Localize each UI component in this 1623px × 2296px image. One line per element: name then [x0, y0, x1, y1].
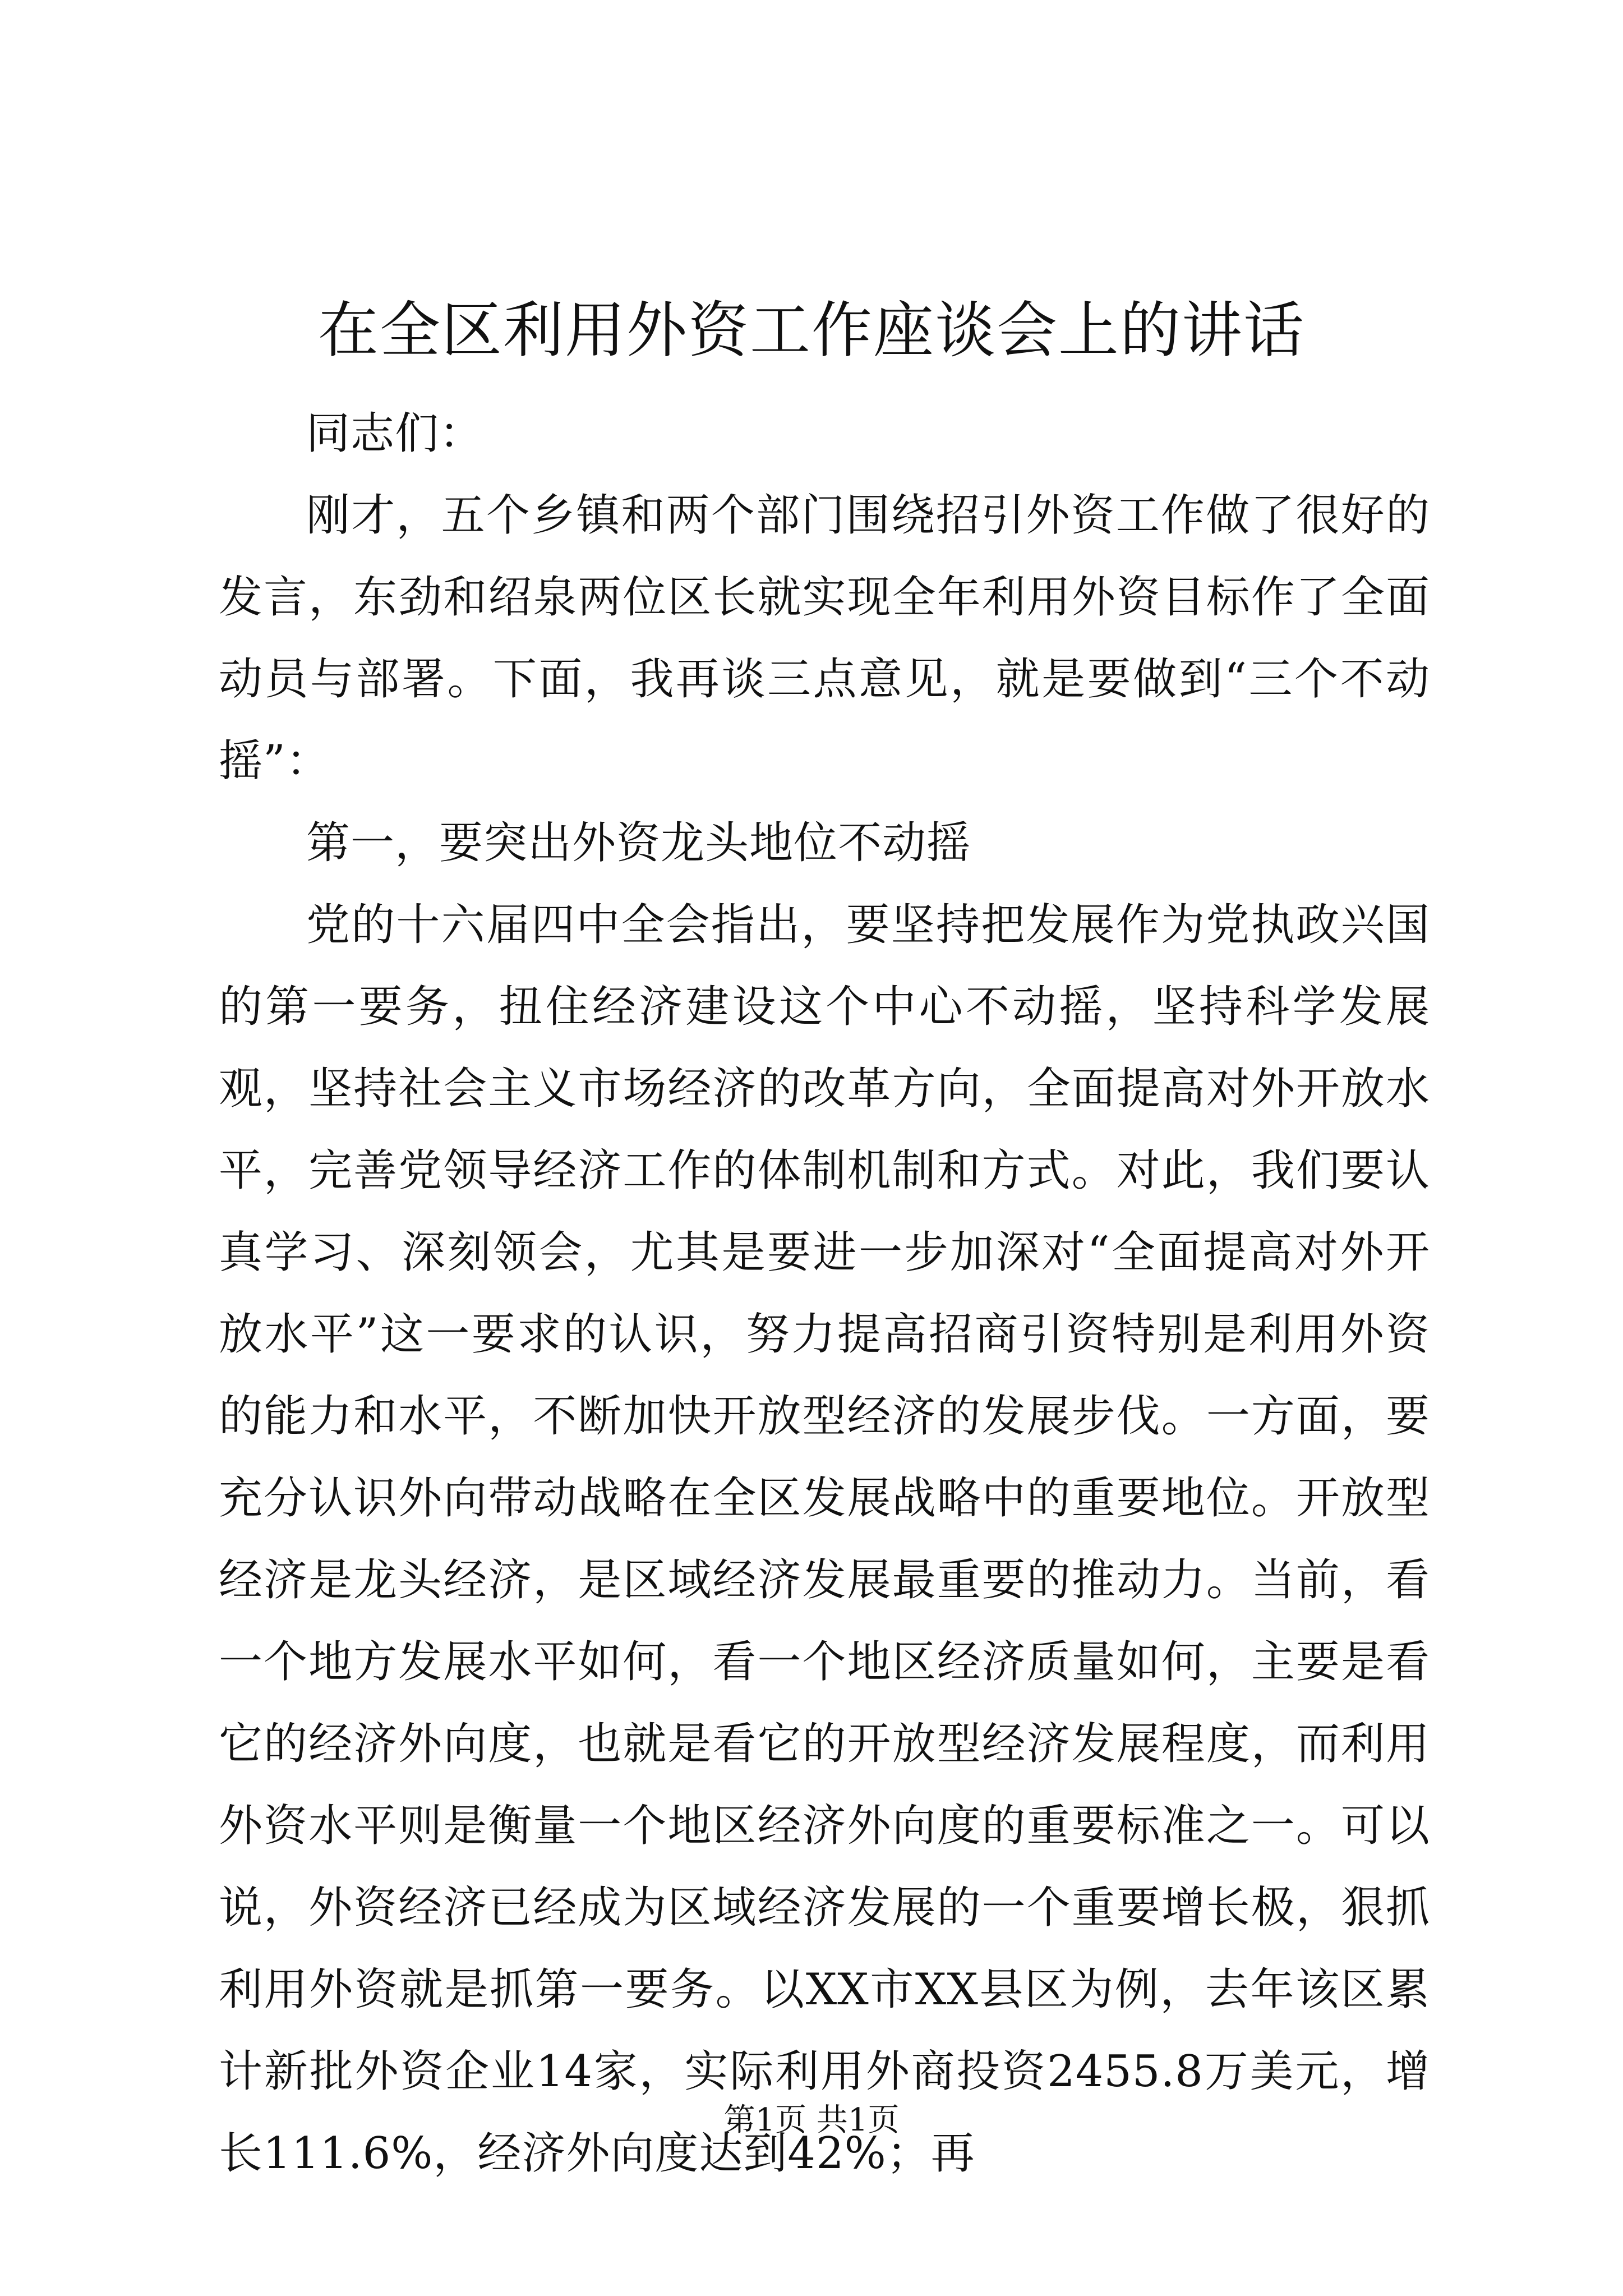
document-title: 在全区利用外资工作座谈会上的讲话 [317, 296, 1305, 366]
document-body [219, 393, 1430, 2194]
page-footer: 第1页 共1页 [723, 2102, 900, 2138]
greeting-paragraph: 同志们： [306, 408, 484, 459]
body-paragraph: 党的十六届四中全会指出，要坚持把发展作为党执政兴国的第一要务，扭住经济建设这个中心不动摇，坚持科学发展观，坚持社会主义市场经济的改革方向，全面提高对外开放水平，完善党领导经济工作的体制机制和方式。对此，我们要认真学习、深刻领会，尤其是要进一步加深对“全面提高对外开放水平”这一要求的认识，努力提高招商引资特别是利用外资的能力和水平，不断加快开放型经济的发展步伐。一方面，要充分认识外向带动战略在全区发展战略中的重要地位。开放型经济是龙头经济，是区域经济发展最重要的推动力。当前，看一个地方发展水平如何，看一个地区经济质量如何，主要是看它的经济外向度，也就是看它的开放型经济发展程度，而利用外资水平则是衡量一个地区经济外向度的重要标准之一。可以说，外资经济已经成为区域经济发展的一个重要增长极，狠抓利用外资就是抓第一要务。以XX市XX县区为例，去年该区累计新批外资企业14家，实际利用外商投资2455.8万美元，增长111.6%，经济外向度达到42%；再 [219, 900, 1430, 2179]
section-heading: 第一，要突出外资龙头地位不动摇 [306, 818, 971, 868]
intro-paragraph: 刚才，五个乡镇和两个部门围绕招引外资工作做了很好的发言，东劲和绍泉两位区长就实现全年利用外资目标作了全面动员与部署。下面，我再谈三点意见，就是要做到“三个不动摇”： [219, 490, 1430, 786]
